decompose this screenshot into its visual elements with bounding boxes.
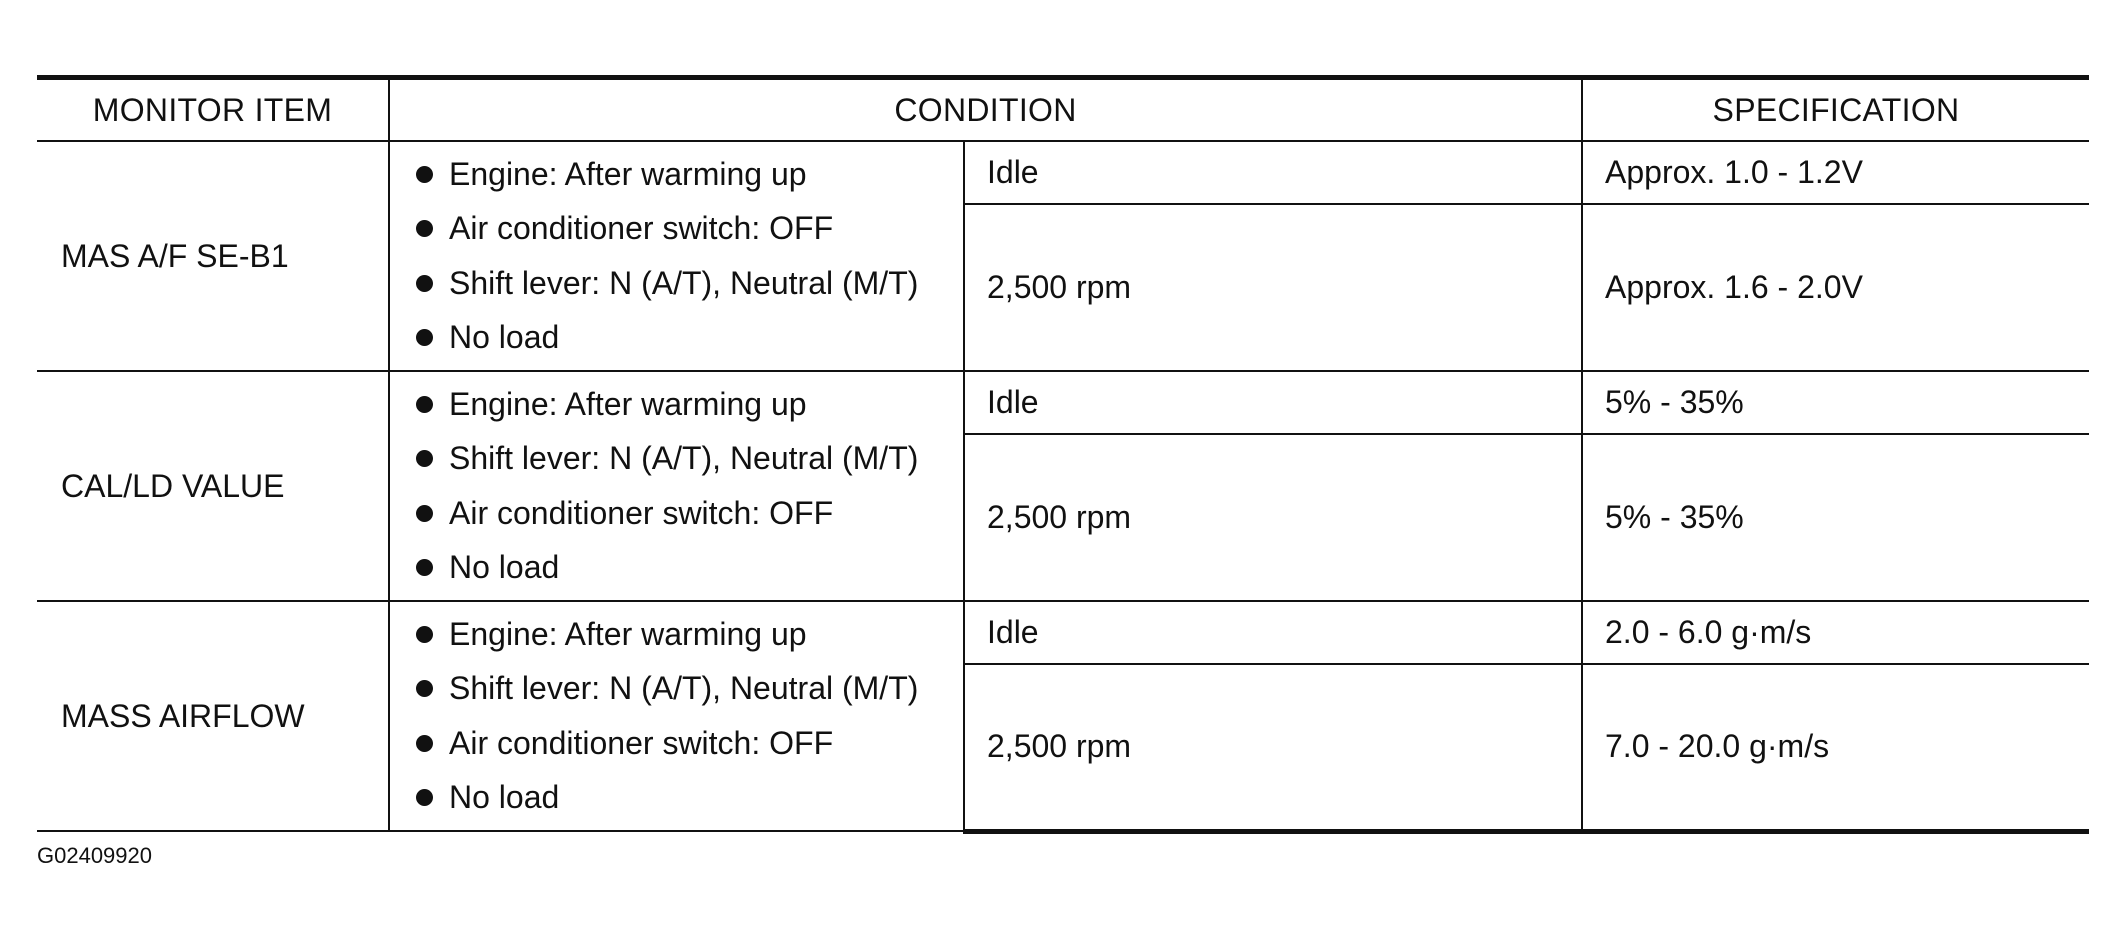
condition-text: No load <box>449 549 560 586</box>
header-condition: CONDITION <box>389 78 1582 142</box>
list-item <box>416 147 963 202</box>
list-item <box>416 486 963 541</box>
list-item <box>416 716 963 771</box>
idle-spec-cell: 2.0 - 6.0 g·m/s <box>1582 601 2089 664</box>
idle-condition-cell: Idle <box>964 141 1582 204</box>
idle-spec-cell: Approx. 1.0 - 1.2V <box>1582 141 2089 204</box>
bullet-icon <box>416 396 433 413</box>
list-item <box>416 432 963 487</box>
idle-condition-cell: Idle <box>964 601 1582 664</box>
figure-code: G02409920 <box>37 843 152 868</box>
list-item <box>416 311 963 366</box>
idle-condition-cell: Idle <box>964 371 1582 434</box>
condition-list <box>416 607 963 825</box>
specification-table <box>37 75 2089 834</box>
condition-text: No load <box>449 779 560 816</box>
condition-text: Shift lever: N (A/T), Neutral (M/T) <box>449 670 919 707</box>
condition-text: No load <box>449 319 560 356</box>
bullet-icon <box>416 275 433 292</box>
list-item <box>416 662 963 717</box>
table-row <box>37 601 2089 664</box>
bullet-icon <box>416 559 433 576</box>
bullet-icon <box>416 450 433 467</box>
bullet-icon <box>416 789 433 806</box>
header-row <box>37 78 2089 142</box>
rpm-spec-cell: Approx. 1.6 - 2.0V <box>1582 204 2089 371</box>
bullet-icon <box>416 680 433 697</box>
bullet-icon <box>416 626 433 643</box>
condition-text: Engine: After warming up <box>449 615 807 652</box>
bullet-icon <box>416 166 433 183</box>
bullet-icon <box>416 329 433 346</box>
table-row <box>37 371 2089 434</box>
list-item <box>416 541 963 596</box>
list-item <box>416 771 963 826</box>
monitor-item-cell: CAL/LD VALUE <box>37 371 389 601</box>
rpm-spec-cell: 5% - 35% <box>1582 434 2089 601</box>
condition-text: Air conditioner switch: OFF <box>449 210 834 247</box>
list-item <box>416 202 963 257</box>
rpm-condition-cell: 2,500 rpm <box>964 434 1582 601</box>
table-row <box>37 141 2089 204</box>
monitor-item-cell: MASS AIRFLOW <box>37 601 389 831</box>
condition-text: Shift lever: N (A/T), Neutral (M/T) <box>449 264 919 301</box>
list-item <box>416 377 963 432</box>
condition-list <box>416 377 963 595</box>
monitor-item-cell: MAS A/F SE-B1 <box>37 141 389 371</box>
rpm-condition-cell: 2,500 rpm <box>964 204 1582 371</box>
condition-text: Shift lever: N (A/T), Neutral (M/T) <box>449 440 919 477</box>
idle-spec-cell: 5% - 35% <box>1582 371 2089 434</box>
condition-list <box>416 147 963 365</box>
bullet-icon <box>416 220 433 237</box>
header-specification: SPECIFICATION <box>1582 78 2089 142</box>
bullet-icon <box>416 505 433 522</box>
condition-cell <box>389 371 964 601</box>
condition-text: Air conditioner switch: OFF <box>449 724 834 761</box>
header-monitor-item: MONITOR ITEM <box>37 78 389 142</box>
list-item <box>416 607 963 662</box>
rpm-spec-cell: 7.0 - 20.0 g·m/s <box>1582 664 2089 831</box>
condition-cell <box>389 141 964 371</box>
condition-cell <box>389 601 964 831</box>
list-item <box>416 256 963 311</box>
condition-text: Engine: After warming up <box>449 155 807 192</box>
bullet-icon <box>416 735 433 752</box>
condition-text: Air conditioner switch: OFF <box>449 494 834 531</box>
condition-text: Engine: After warming up <box>449 385 807 422</box>
rpm-condition-cell: 2,500 rpm <box>964 664 1582 831</box>
